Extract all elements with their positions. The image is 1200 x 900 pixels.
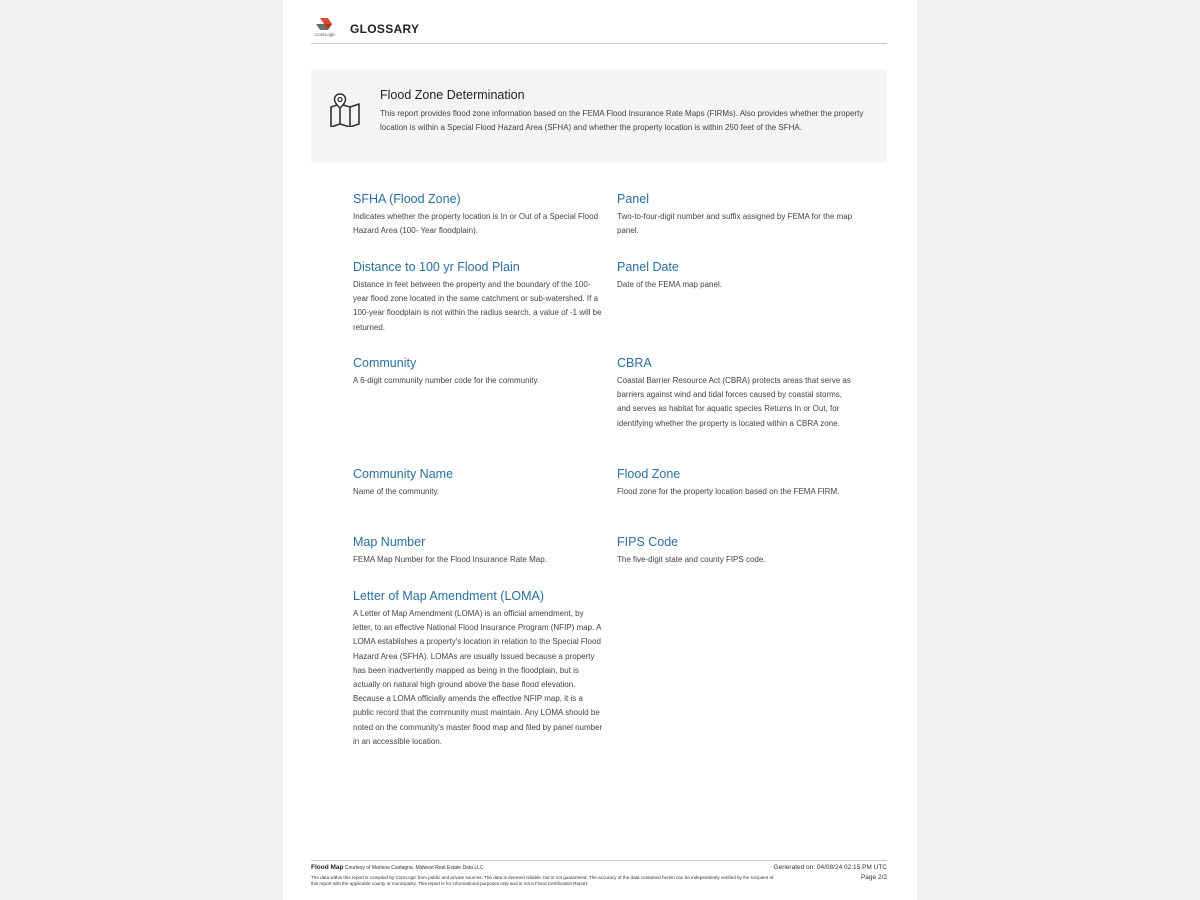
intro-description: This report provides flood zone information based on the FEMA Flood Insurance Rate Maps (FIRMs). Also provides whether the property location is within a Special Flood Hazard Area (SFHA) and whether the property location is within 250 feet of the SFHA. <box>380 109 864 132</box>
term-cbra <box>617 355 855 431</box>
term-distance-floodplain <box>353 259 603 335</box>
term-description: The five-digit state and county FIPS code. <box>617 555 766 564</box>
term-description: A 6-digit community number code for the community. <box>353 376 540 385</box>
page-header <box>311 12 887 44</box>
term-description: Two-to-four-digit number and suffix assigned by FEMA for the map panel. <box>617 212 853 236</box>
term-title: Flood Zone <box>617 467 681 481</box>
term-loma <box>353 588 603 749</box>
term-panel <box>617 191 855 238</box>
term-title: Community Name <box>353 467 454 481</box>
footer-courtesy: Courtesy of Marlene Castagna, Midwest Real Estate Data LLC <box>344 865 484 871</box>
intro-title: Flood Zone Determination <box>380 88 525 102</box>
term-community <box>353 355 603 388</box>
footer-report-name: Flood Map <box>311 864 344 871</box>
footer-page-number: Page 2/2 <box>860 874 887 881</box>
term-description-continued: Because a LOMA officially amends the effective NFIP map, it is a public record that the community must maintain. Any LOMA should be noted on the community's master flood map and filed by panel number in an accessible location. <box>353 694 603 746</box>
term-description: Distance in feet between the property and the boundary of the 100-year flood zone located in the same catchment or sub-watershed. If a 100-year floodplain is not within the radius search, a value of -1 will be returned. <box>353 280 602 332</box>
footer-credit <box>311 864 484 871</box>
term-title: Community <box>353 356 417 370</box>
term-description: Indicates whether the property location is In or Out of a Special Flood Hazard Area (100- Year floodplain). <box>353 212 599 236</box>
term-panel-date <box>617 259 855 292</box>
term-sfha <box>353 191 603 238</box>
term-title: FIPS Code <box>617 535 679 549</box>
term-description: Coastal Barrier Resource Act (CBRA) protects areas that serve as barriers against wind and tidal forces caused by coastal storms, and serves as habitat for aquatic species Returns In or Out, for identifying whether the property is located within a CBRA zone. <box>617 376 851 428</box>
term-map-number <box>353 534 603 567</box>
report-page <box>283 0 917 900</box>
footer-generated: Generated on: 04/08/24 02:15 PM UTC <box>773 864 887 871</box>
term-fips-code <box>617 534 855 567</box>
page-title: GLOSSARY <box>350 22 420 36</box>
term-community-name <box>353 466 603 499</box>
map-pin-icon <box>329 93 361 127</box>
term-title: Panel <box>617 192 649 206</box>
term-title: SFHA (Flood Zone) <box>353 192 461 206</box>
term-title: Letter of Map Amendment (LOMA) <box>353 589 545 603</box>
logo-text: CoreLogic <box>315 32 336 37</box>
footer-disclaimer: The data within this report is compiled by CoreLogic from public and private sources. The data is deemed reliable, but is not guaranteed. The accuracy of the data contained herein can be independently verified by the recipient of this report with the applicable county or municipality. This report is for informational purposes only and is not a Flood Certification Report. <box>311 875 774 886</box>
term-description: A Letter of Map Amendment (LOMA) is an official amendment, by letter, to an effective National Flood Insurance Program (NFIP) map. A LOMA establishes a property's location in relation to the Special Flood Hazard Area (SFHA). LOMAs are usually issued because a property has been inadvertently mapped as being in the floodplain, but is actually on natural high ground above the base flood elevation. <box>353 609 601 690</box>
term-title: Map Number <box>353 535 426 549</box>
term-description: FEMA Map Number for the Flood Insurance Rate Map. <box>353 555 547 564</box>
term-flood-zone <box>617 466 855 499</box>
term-title: Panel Date <box>617 260 679 274</box>
term-description: Name of the community. <box>353 487 440 496</box>
term-description: Date of the FEMA map panel. <box>617 280 722 289</box>
term-title: CBRA <box>617 356 652 370</box>
page-footer <box>311 860 887 886</box>
intro-box <box>311 69 887 163</box>
term-title: Distance to 100 yr Flood Plain <box>353 260 520 274</box>
term-description: Flood zone for the property location based on the FEMA FIRM. <box>617 487 840 496</box>
